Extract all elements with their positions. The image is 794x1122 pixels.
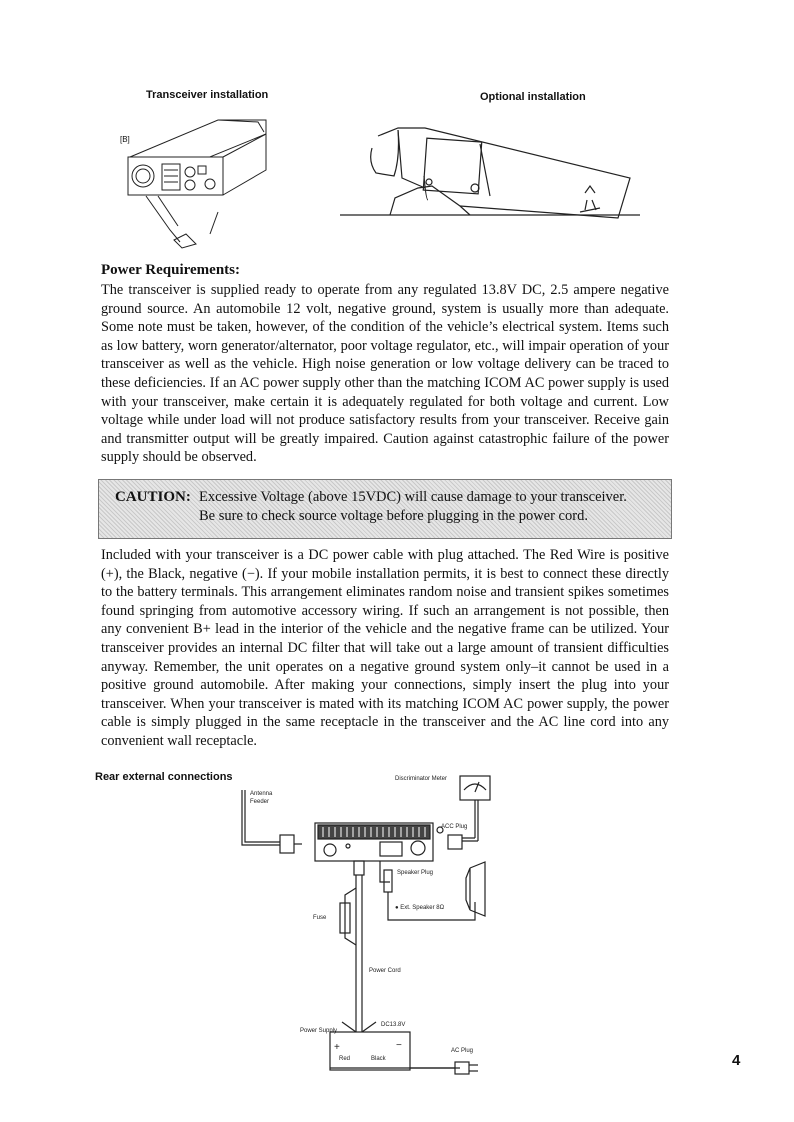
caution-label: CAUTION: (115, 489, 191, 505)
optional-installation-illustration (340, 118, 640, 223)
power-requirements-heading: Power Requirements: (101, 262, 240, 278)
figure-b-label: [B] (120, 135, 130, 144)
label-dc-voltage: DC13.8V (381, 1022, 406, 1028)
label-ac-plug: AC Plug (451, 1048, 474, 1054)
caption-rear-external-connections: Rear external connections (95, 771, 233, 783)
label-plus: + (334, 1042, 340, 1053)
caption-transceiver-installation: Transceiver installation (146, 89, 269, 101)
label-feeder: Feeder (250, 799, 270, 805)
caution-box (98, 479, 672, 539)
caution-line-2: Be sure to check source voltage before plugging in the power cord. (199, 508, 588, 524)
caution-line-1: Excessive Voltage (above 15VDC) will cause damage to your transceiver. (199, 489, 627, 505)
label-discriminator-meter: Discriminator Meter (395, 776, 448, 782)
label-minus: − (396, 1040, 402, 1051)
label-power-cord: Power Cord (369, 968, 401, 974)
label-ext-speaker: ● Ext. Speaker 8Ω (395, 905, 445, 911)
label-antenna: Antenna (250, 791, 273, 797)
caption-optional-installation: Optional installation (480, 91, 586, 103)
label-black: Black (371, 1056, 386, 1062)
rear-connections-diagram (230, 770, 530, 1080)
label-acc-plug: ACC Plug (441, 824, 468, 830)
page-number: 4 (732, 1052, 741, 1069)
dc-power-cable-paragraph: Included with your transceiver is a DC power cable with plug attached. The Red Wire is positive (+), the Black, negative (−). If your mobile installation permits, it is best to connect these directly to the battery terminals. This arrangement eliminates random noise and transient spikes sometimes found springing from automotive accessory wiring. If such an arrangement is not possible, then any convenient B+ lead in the interior of the vehicle and the negative frame can be utilized. Your transceiver provides an internal DC filter that will take out a large amount of transient difficulties anyway. Remember, the unit operates on a negative ground system only–it cannot be used in a positive ground automobile. After making your connections, simply insert the plug into your transceiver. When your transceiver is mated with its matching ICOM AC power supply, the power cable is simply plugged in the same receptacle in the transceiver and the AC line cord into any convenient wall receptacle. (101, 547, 669, 749)
label-speaker-plug: Speaker Plug (397, 870, 434, 876)
power-requirements-paragraph: The transceiver is supplied ready to operate from any regulated 13.8V DC, 2.5 ampere negative ground source. An automobile 12 volt, negative ground, system is usually more than adequate. Some note must be taken, however, of the condition of the vehicle’s electrical system. Items such as low battery, worn generator/alternator, poor voltage regulator, etc., will impair operation of your transceiver as well as the vehicle. High noise generation or low voltage delivery can be traced to these deficiencies. If an AC power supply other than the matching ICOM AC power supply is used with your transceiver, make certain it is adequately regulated for both voltage and current. Low voltage while under load will not produce satisfactory results from your transceiver. Receive gain and transmitter output will be greatly impaired. Caution against catastrophic failure of the power supply should be observed. (101, 282, 669, 466)
label-fuse: Fuse (313, 915, 327, 921)
transceiver-installation-illustration (118, 112, 278, 252)
label-red: Red (339, 1056, 351, 1062)
label-power-supply: Power Supply (300, 1028, 338, 1034)
